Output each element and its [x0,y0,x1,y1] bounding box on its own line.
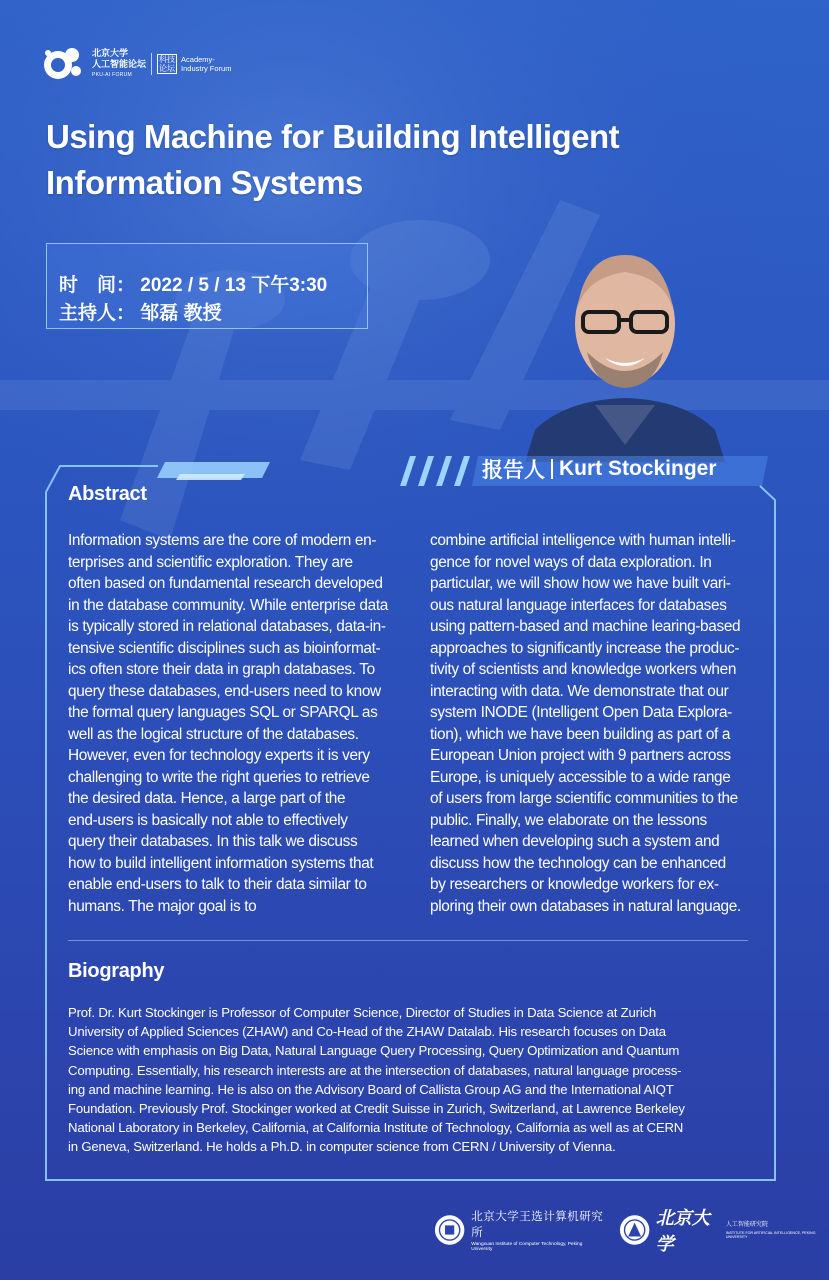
wangxuan-seal-icon [434,1213,465,1247]
abstract-line: public. Finally, we elaborate on the lessons [430,811,707,829]
abstract-line: well as the logical structure of the databases. [68,725,359,743]
abstract-line: European Union project with 9 partners across [430,747,731,764]
time-value: 2022 / 5 / 13 下午3:30 [140,275,328,296]
host-label: 主持人： [59,303,136,324]
abstract-line: tion), which we have been building as part of a [430,725,731,743]
abstract-line: system INODE (Intelligent Open Data Explora- [430,704,732,721]
org1-cn: 北京大学王选计算机研究所 [471,1211,604,1239]
forum-en-label: Academy-Industry Forum [181,55,232,73]
abstract-line: approaches to significantly increase the produc- [430,639,740,657]
speaker-role: 报告人 [482,459,545,482]
biography-line: Foundation. Previously Prof. Stockinger worked at Credit Suisse in Zurich, Switzerland, at Lawrence Berkeley [68,1101,685,1117]
time-row [59,270,327,297]
event-info-box [46,243,368,329]
biography-line: Computing. Essentially, his research interests are at the intersection of databases, natural language process- [68,1062,682,1078]
host-row [59,298,222,325]
org2-pku: 北京大学 [655,1208,710,1255]
abstract-line: the desired data. Hence, a large part of the [68,790,346,807]
speaker-name: Kurt Stockinger [559,457,717,480]
abstract-line: particular, we will show how we have built vari- [430,575,731,592]
abstract-line: in the database community. While enterprise data [68,596,388,614]
abstract-line: challenging to write the right queries to retrieve [68,768,370,786]
logo-cn-line1: 北京大学 [92,47,129,58]
ai-institute-seal-icon [619,1213,650,1247]
abstract-line: using pattern-based and machine learing-based [430,618,741,635]
biography-heading: Biography [68,960,165,982]
abstract-line: query their databases. In this talk we discuss [68,833,358,850]
abstract-line: by researchers or knowledge workers for ex- [430,876,719,893]
abstract-line: gence for novel ways of data exploration. In [430,553,712,571]
abstract-line: However, even for technology experts it is very [68,747,370,764]
biography-line: Science with emphasis on Big Data, Natural Language Query Processing, Query Optimization and Quantum [68,1043,680,1059]
abstract-column-right [430,530,768,917]
biography-line: National Laboratory in Berkeley, California, at California Institute of Technology, California as well as at CERN [68,1120,684,1136]
abstract-line: of users from large scientific communities to the [430,790,738,807]
logo-en: PKU-AI FORUM [92,71,132,78]
abstract-line: Europe, is uniquely accessible to a wide range [430,768,731,786]
org2-en: INSTITUTE FOR ARTIFICIAL INTELLIGENCE, PEKING UNIVERSITY [725,1230,816,1239]
org1-en: Wangxuan Institute of Computer Technology, Peking University [471,1242,583,1252]
abstract-line: ous natural language interfaces for databases [430,596,727,614]
biography-text [68,1003,758,1157]
abstract-line: tivity of scientists and knowledge workers when [430,661,737,678]
abstract-heading: Abstract [68,483,147,505]
speaker-separator [551,459,553,479]
logo-cn-line2: 人工智能论坛 [92,58,147,69]
section-divider [68,940,748,941]
host-value: 邹磊 教授 [140,303,222,324]
abstract-line: query these databases, end-users need to know [68,682,381,700]
speaker-label [482,452,717,486]
abstract-line: often based on fundamental research developed [68,575,383,592]
time-label: 时 间： [59,275,136,296]
biography-line: University of Applied Sciences (ZHAW) and Co-Head of the ZHAW Datalab. His research focuses on Data [68,1024,666,1040]
biography-line: ing and machine learning. He is also on the Advisory Board of Callista Group AG and the International AIQT [68,1081,674,1097]
abstract-line: learned when developing such a system and [430,833,720,850]
biography-line: in Geneva, Switzerland. He holds a Ph.D. in computer science from CERN / University of Vienna. [68,1139,616,1155]
talk-title-line2: Information Systems [46,164,363,201]
speaker-photo [525,240,725,462]
abstract-line: combine artificial intelligence with human intelli- [430,532,736,549]
abstract-line: humans. The major goal is to [68,897,257,915]
talk-title-line1: Using Machine for Building Intelligent [46,118,620,155]
pku-ai-logo-icon [42,45,86,83]
abstract-line: the formal query languages SQL or SPARQL as [68,704,378,721]
abstract-column-left [68,530,413,917]
abstract-line: terprises and scientific exploration. They are [68,553,353,571]
abstract-line: ploring their own databases in natural language. [430,897,741,915]
talk-title [46,114,686,206]
footer-logos [434,1208,829,1255]
abstract-line: is typically stored in relational databases, data-in- [68,618,386,635]
abstract-line: interacting with data. We demonstrate that our [430,682,729,700]
abstract-line: end-users is basically not able to effectively [68,811,348,829]
org2-cn: 人工智能研究院 [725,1221,768,1228]
abstract-line: discuss how the technology can be enhanced [430,854,726,872]
forum-logo [42,44,241,84]
abstract-line: Information systems are the core of modern en- [68,532,377,549]
abstract-line: tensive scientific disciplines such as bioinformat- [68,639,381,657]
abstract-line: how to build intelligent information systems that [68,854,374,872]
abstract-line: ics often store their data in graph databases. To [68,661,375,678]
biography-line: Prof. Dr. Kurt Stockinger is Professor of Computer Science, Director of Studies in Data Science at Zurich [68,1005,657,1020]
abstract-line: enable end-users to talk to their data similar to [68,876,367,893]
logo-divider [151,53,152,75]
forum-cn-badge: 科技论坛 [159,55,176,73]
